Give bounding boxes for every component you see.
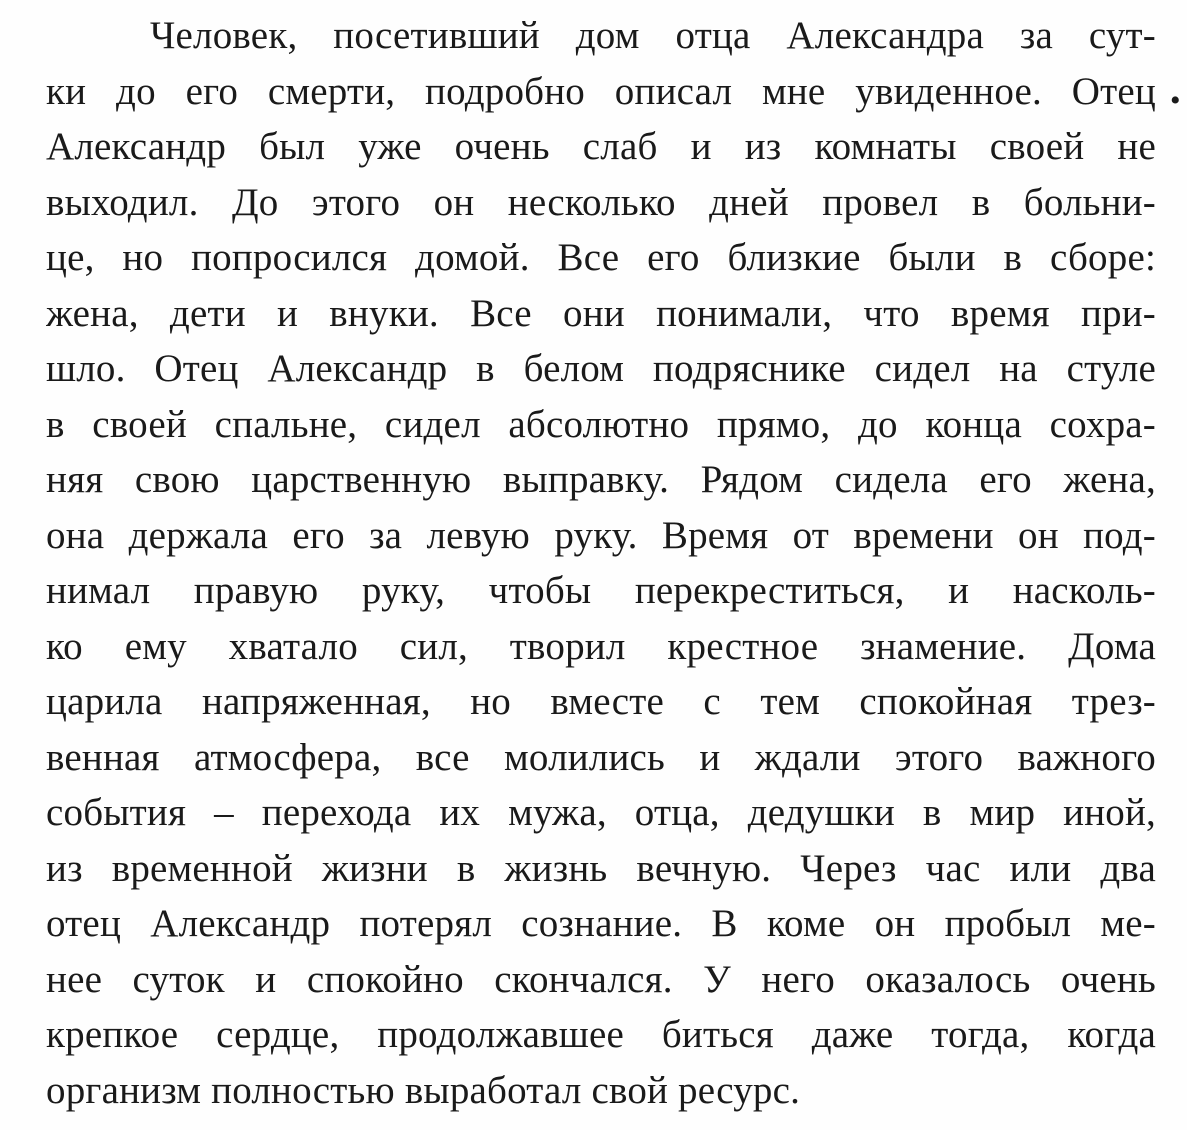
text-line: нее суток и спокойно скончался. У него оказалось очень	[46, 957, 1156, 1001]
text-line: шло. Отец Александр в белом подряснике сидел на стуле	[46, 347, 1156, 390]
text-line: це, но попросился домой. Все его близкие были в сборе:	[46, 236, 1156, 279]
text-line: в своей спальне, сидел абсолютно прямо, до конца сохра-	[46, 402, 1156, 446]
text-line: организм полностью выработал свой ресурс.	[46, 1068, 801, 1112]
margin-mark: •	[1170, 84, 1181, 117]
text-line: крепкое сердце, продолжавшее биться даже тогда, когда	[46, 1013, 1156, 1056]
text-line: ки до его смерти, подробно описал мне увиденное. Отец	[46, 69, 1156, 113]
text-line: из временной жизни в жизнь вечную. Через час или два	[46, 846, 1156, 890]
text-line: венная атмосфера, все молились и ждали этого важного	[46, 735, 1156, 779]
text-line: няя свою царственную выправку. Рядом сидела его жена,	[46, 458, 1156, 501]
text-line: ко ему хватало сил, творил крестное знамение. Дома	[46, 624, 1156, 668]
text-line: отец Александр потерял сознание. В коме он пробыл ме-	[46, 902, 1156, 945]
text-line: жена, дети и внуки. Все они понимали, что время при-	[46, 291, 1156, 335]
text-line: царила напряженная, но вместе с тем спокойная трез-	[46, 680, 1156, 723]
text-line: она держала его за левую руку. Время от времени он под-	[46, 513, 1156, 557]
paragraph	[46, 8, 1156, 1118]
text-line: Александр был уже очень слаб и из комнаты своей не	[46, 125, 1156, 168]
text-line: нимал правую руку, чтобы перекреститься, и насколь-	[46, 569, 1156, 612]
text-line: события – перехода их мужа, отца, дедушки в мир иной,	[46, 791, 1156, 834]
text-line: выходил. До этого он несколько дней провел в больни-	[46, 180, 1156, 224]
text-line: Человек, посетивший дом отца Александра за сут-	[150, 14, 1156, 57]
